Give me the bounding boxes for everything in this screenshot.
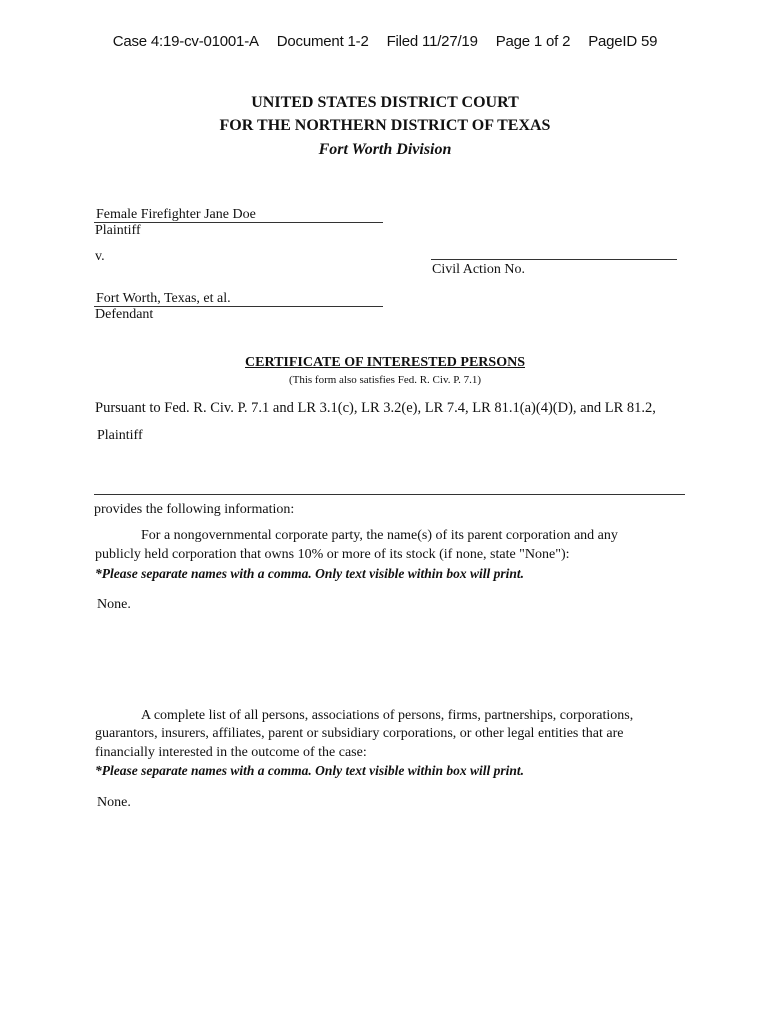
- versus-label: v.: [95, 249, 105, 264]
- court-name-line1: UNITED STATES DISTRICT COURT: [251, 94, 519, 111]
- certificate-title: [0, 355, 770, 371]
- court-division: Fort Worth Division: [318, 141, 452, 158]
- page-id: PageID 59: [588, 33, 658, 50]
- certificate-title-text: CERTIFICATE OF INTERESTED PERSONS: [245, 355, 525, 370]
- court-name-line2: FOR THE NORTHERN DISTRICT OF TEXAS: [219, 117, 551, 134]
- section2-line2: guarantors, insurers, affiliates, parent or subsidiary corporations, or other legal entities that are: [95, 726, 624, 741]
- section1-line1: For a nongovernmental corporate party, the name(s) of its parent corporation and any: [141, 528, 618, 543]
- filing-header: [0, 33, 770, 50]
- case-number: Case 4:19-cv-01001-A: [112, 33, 259, 50]
- document-number: Document 1-2: [276, 33, 369, 50]
- civil-action-label: Civil Action No.: [432, 262, 525, 277]
- page-number: Page 1 of 2: [495, 33, 571, 50]
- civil-action-number-field[interactable]: [432, 245, 677, 259]
- certificate-subtitle: (This form also satisfies Fed. R. Civ. P. 7.1): [288, 374, 482, 386]
- civil-action-underline: [431, 259, 677, 260]
- section2-note: *Please separate names with a comma. Only text visible within box will print.: [95, 763, 525, 778]
- filed-date: Filed 11/27/19: [386, 33, 478, 50]
- defendant-label: Defendant: [95, 307, 154, 322]
- section2-entry-box[interactable]: None.: [97, 795, 131, 810]
- section2-line3: financially interested in the outcome of the case:: [95, 745, 367, 760]
- section1-note: *Please separate names with a comma. Only text visible within box will print.: [95, 566, 525, 581]
- party-name-field[interactable]: Plaintiff: [97, 428, 143, 443]
- pursuant-text: Pursuant to Fed. R. Civ. P. 7.1 and LR 3.1(c), LR 3.2(e), LR 7.4, LR 81.1(a)(4)(D), and LR 81.2,: [95, 400, 656, 416]
- section1-line2: publicly held corporation that owns 10% or more of its stock (if none, state "None"):: [95, 547, 570, 562]
- section1-entry-box[interactable]: None.: [97, 597, 131, 612]
- plaintiff-name-field[interactable]: Female Firefighter Jane Doe: [96, 207, 256, 222]
- party-underline: [94, 494, 685, 495]
- plaintiff-label: Plaintiff: [95, 223, 141, 238]
- defendant-name-field[interactable]: Fort Worth, Texas, et al.: [96, 291, 231, 306]
- section2-line1: A complete list of all persons, associations of persons, firms, partnerships, corporations,: [141, 708, 634, 723]
- provides-text: provides the following information:: [94, 502, 295, 517]
